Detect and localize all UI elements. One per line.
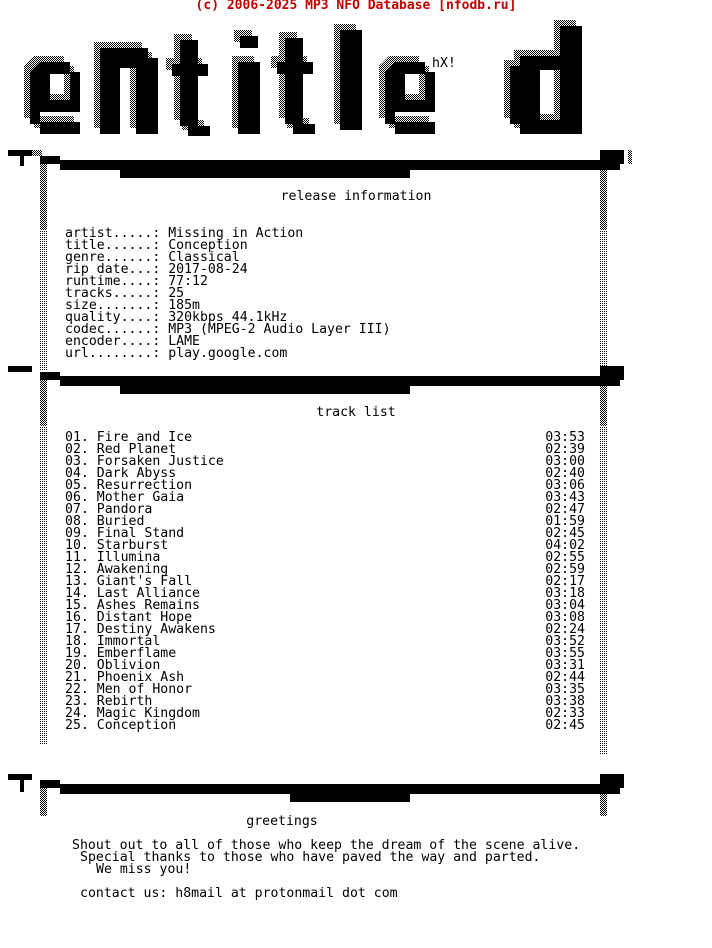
track-duration: 03:35 xyxy=(545,682,585,697)
entitled-logo xyxy=(0,0,712,150)
track-duration: 03:38 xyxy=(545,694,585,709)
track-list xyxy=(65,432,585,732)
track-name: 15. Ashes Remains xyxy=(65,598,200,613)
logo-tag: hX! xyxy=(432,56,456,71)
release-field-value: 185m xyxy=(168,298,200,313)
track-duration: 03:04 xyxy=(545,598,585,613)
track-duration: 02:24 xyxy=(545,622,585,637)
track-name: 20. Oblivion xyxy=(65,658,161,673)
track-duration: 02:40 xyxy=(545,466,585,481)
track-name: 05. Resurrection xyxy=(65,478,193,493)
release-field-label: rip date...: xyxy=(65,262,161,277)
track-name: 23. Rebirth xyxy=(65,694,153,709)
release-field-label: genre......: xyxy=(65,250,161,265)
separator xyxy=(0,770,712,816)
track-name: 08. Buried xyxy=(65,514,145,529)
track-name: 24. Magic Kingdom xyxy=(65,706,200,721)
left-border xyxy=(40,426,47,744)
release-field-value: 77:12 xyxy=(168,274,208,289)
track-name: 10. Starburst xyxy=(65,538,169,553)
track-name: 01. Fire and Ice xyxy=(65,430,193,445)
release-field-label: size.......: xyxy=(65,298,161,313)
track-name: 09. Final Stand xyxy=(65,526,185,541)
right-border xyxy=(600,230,607,370)
track-duration: 02:33 xyxy=(545,706,585,721)
release-info xyxy=(65,228,391,360)
track-name: 25. Conception xyxy=(65,718,177,733)
release-field-label: tracks.....: xyxy=(65,286,161,301)
track-name: 18. Immortal xyxy=(65,634,161,649)
track-name: 19. Emberflame xyxy=(65,646,177,661)
release-field-row xyxy=(65,348,391,360)
release-info-title: release information xyxy=(280,189,432,204)
track-name: 07. Pandora xyxy=(65,502,153,517)
track-duration: 02:47 xyxy=(545,502,585,517)
track-duration: 02:39 xyxy=(545,442,585,457)
release-field-value: play.google.com xyxy=(168,346,288,361)
track-duration: 02:17 xyxy=(545,574,585,589)
track-name: 16. Distant Hope xyxy=(65,610,193,625)
track-name: 06. Mother Gaia xyxy=(65,490,185,505)
release-field-label: artist.....: xyxy=(65,226,161,241)
release-field-label: title......: xyxy=(65,238,161,253)
left-border xyxy=(40,230,47,370)
track-duration: 03:31 xyxy=(545,658,585,673)
track-name: 17. Destiny Awakens xyxy=(65,622,216,637)
release-field-value: Missing in Action xyxy=(168,226,304,241)
track-duration: 03:55 xyxy=(545,646,585,661)
track-name: 14. Last Alliance xyxy=(65,586,200,601)
release-field-label: codec......: xyxy=(65,322,161,337)
track-duration: 03:06 xyxy=(545,478,585,493)
greeting-line-1: Shout out to all of those who keep the dream of the scene alive. xyxy=(72,838,581,853)
greeting-line-2: Special thanks to those who have paved the way and parted. xyxy=(80,850,541,865)
release-field-value: Classical xyxy=(168,250,240,265)
release-field-value: Conception xyxy=(168,238,248,253)
track-duration: 03:53 xyxy=(545,430,585,445)
release-field-value: 25 xyxy=(168,286,185,301)
track-duration: 02:45 xyxy=(545,718,585,733)
release-field-label: url........: xyxy=(65,346,161,361)
release-field-value: 2017-08-24 xyxy=(168,262,248,277)
track-duration: 01:59 xyxy=(545,514,585,529)
track-name: 22. Men of Honor xyxy=(65,682,193,697)
track-name: 04. Dark Abyss xyxy=(65,466,177,481)
track-name: 03. Forsaken Justice xyxy=(65,454,224,469)
release-field-value: MP3 (MPEG-2 Audio Layer III) xyxy=(168,322,391,337)
track-name: 11. Illumina xyxy=(65,550,161,565)
release-field-label: encoder....: xyxy=(65,334,161,349)
track-name: 21. Phoenix Ash xyxy=(65,670,185,685)
track-duration: 02:55 xyxy=(545,550,585,565)
track-name: 13. Giant's Fall xyxy=(65,574,193,589)
track-duration: 02:44 xyxy=(545,670,585,685)
contact-line: contact us: h8mail at protonmail dot com xyxy=(80,886,398,901)
track-list-title: track list xyxy=(316,405,396,420)
greeting-line-3: We miss you! xyxy=(96,862,192,877)
track-duration: 03:18 xyxy=(545,586,585,601)
release-field-label: runtime....: xyxy=(65,274,161,289)
release-field-value: 320kbps 44.1kHz xyxy=(168,310,288,325)
track-duration: 02:59 xyxy=(545,562,585,577)
track-row xyxy=(65,720,585,732)
release-field-value: LAME xyxy=(168,334,200,349)
track-duration: 03:00 xyxy=(545,454,585,469)
track-name: 12. Awakening xyxy=(65,562,169,577)
track-duration: 02:45 xyxy=(545,526,585,541)
right-border xyxy=(600,426,607,754)
track-duration: 03:43 xyxy=(545,490,585,505)
site-header: (c) 2006-2025 MP3 NFO Database [nfodb.ru] xyxy=(195,0,517,13)
track-duration: 04:02 xyxy=(545,538,585,553)
track-duration: 03:52 xyxy=(545,634,585,649)
release-field-label: quality....: xyxy=(65,310,161,325)
track-duration: 03:08 xyxy=(545,610,585,625)
greetings-title: greetings xyxy=(246,814,318,829)
track-name: 02. Red Planet xyxy=(65,442,177,457)
